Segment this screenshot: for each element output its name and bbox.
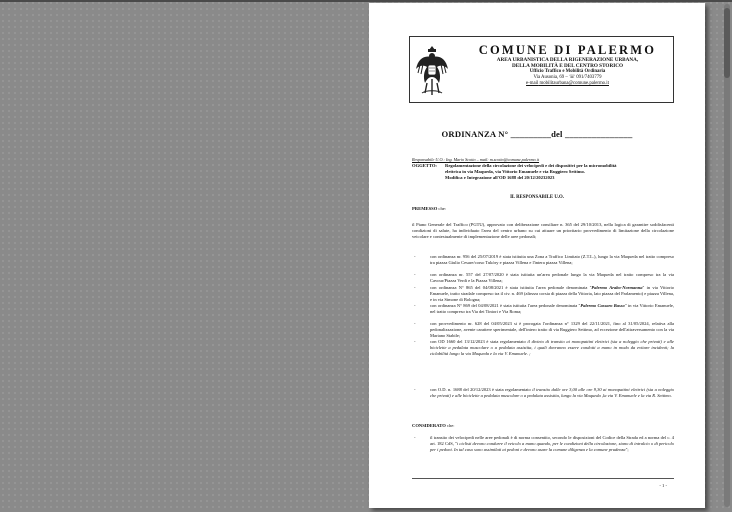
considerato-suffix: che:: [445, 423, 455, 428]
list-item-text: con OD 1660 del 13/12/2023 è stata regolamentato: [430, 339, 528, 344]
list-item-bullet: -: [414, 272, 416, 277]
email-label: e-mail: [526, 81, 539, 86]
email-link[interactable]: mobilitaurbana@comune.palermo.it: [539, 81, 609, 86]
list-item-text: " in via Vittorio Emanuele, nel tratto compreso tra Via dei Tintori e Via Roma;: [430, 303, 674, 314]
scrollbar-thumb[interactable]: [724, 8, 730, 78]
considerato-item-text: il transito dei velocipedi nelle aree pedonali è di norma consentito, secondo le disposizioni del Codice della Strada ed a norma del c. 4 art. 182 CdS, ": [430, 435, 674, 446]
footer-divider: [412, 478, 674, 479]
considerato-item-text: i ciclisti devono condurre il veicolo a mano quando, per le condizioni della circolazione, siano di intralcio o di pericolo per i pedoni. In tal caso sono assimilati ai pedoni e devono usare la comune diligenza e la comune prudenza: [430, 440, 674, 452]
list-item: [430, 339, 674, 357]
list-item-text: " in via Vittorio Emanuele, tratto stradale compreso tra il civ. n. 469 (altezza corsia di piazza della Vittoria, lato piazza del Parlamento) e piazza Villena, e in via Simone di Bologna;: [430, 285, 675, 302]
list-item-bullet: -: [414, 254, 416, 259]
list-item-bullet: -: [414, 387, 416, 392]
list-item: [430, 285, 674, 303]
email-line: [464, 81, 671, 87]
vertical-scrollbar[interactable]: [724, 4, 730, 507]
oggetto-line-3: Modifica e Integrazione all'OD 1688 del 20/12/20232023: [445, 175, 555, 180]
considerato-heading: [412, 423, 455, 429]
premesso-heading: [412, 206, 446, 212]
premesso-paragraph: il Piano Generale del Traffico (PGTU), approvato con deliberazione consiliare n. 365 del 29/10/2013, nella logica di garantire soddisfacenti condizioni di salute, ha individuato l'area del centro urbano su cui attuare un prioritario provvedimento di limitazione della circolazione veicolare e contestualmente di implementazione delle aree pedonali;: [412, 222, 674, 239]
oggetto-line-1: Regolamentazione della circolazione dei velocipedi e dei dispositivi per la micromobilità: [445, 163, 617, 168]
premesso-label: PREMESSO: [412, 206, 438, 211]
list-item-text: Palermo Arabo-Normanna: [591, 285, 643, 290]
list-item-text: il divieto di transito ai monopattini elettrici (sia a noleggio che privati) e alle biciclette a pedalata muscolare o a pedalata assistita, i quali dovranno essere condotti a mano in modo da evitare incidenti; la ciclabilità lungo la via Maqueda e la via V. Emanuele. ;: [430, 339, 674, 356]
letterhead: [409, 36, 674, 103]
list-item: [430, 272, 674, 284]
list-item-text: con provvedimento nr. 628 del 04/05/2023 si è prorogata l'ordinanza n° 1329 del 22/11/2021, fino al 31/05/2024, relativa alla pedonalizzazione, avente carattere sperimentale, dell'intero tratto di via Ruggiero Settimo, ad eccezione dell'attraversamento con la via Mariano Stabile;: [430, 321, 674, 338]
premesso-suffix: che:: [437, 206, 447, 211]
oggetto-label: OGGETTO:: [412, 163, 437, 168]
list-item: [430, 303, 674, 315]
list-item-text: il transito dalle ore 3,00 alle ore 9,30 ai monopattini elettrici (sia a noleggio che privati) e alle biciclette a pedalata muscolare o a pedalata assistita, lungo la via Maqueda ,la via V. Emanuele e la via R. Settimo.: [430, 387, 675, 398]
oggetto-line-2: elettrica in via Maqueda, via Vittorio Emanuele e via Ruggiero Settimo.: [445, 169, 586, 174]
section-title: IL RESPONSABILE U.O.: [510, 195, 564, 200]
ufficio-line: Ufficio Traffico e Mobilità Ordinaria: [529, 69, 606, 74]
list-item-bullet: -: [414, 321, 416, 326]
list-item-bullet: -: [414, 339, 416, 344]
list-item: [430, 387, 674, 399]
letterhead-text: [464, 43, 671, 87]
considerato-item: [430, 435, 674, 453]
viewer-top-bar: [0, 0, 732, 2]
palermo-eagle-crest-icon: [414, 43, 450, 97]
responsabile-line: Responsabile U.O.: Ing. Mario Scotto – mail: m.scotto@comune.palermo.it: [412, 157, 540, 162]
list-item: [430, 321, 674, 339]
considerato-label: CONSIDERATO: [412, 423, 446, 428]
list-item-text: con ordinanza nr. 557 del 27/07/2020 è stata istituita un'area pedonale lungo la via Maqueda nel tratto compreso tra la via Cavour/Piazza Verdi e la Piazza Villena;: [430, 272, 674, 283]
considerato-item-bullet: -: [414, 435, 416, 440]
list-item-text: con ordinanza nr. 956 del 25/07/2019 è stata istituita una Zona a Traffico Limitato (Z.T.L.), lungo la via Maqueda nel tratto compreso tra piazza Giulio Cesare/corso Tukòry e piazza Villena e l'intera piazza Villena;: [430, 254, 674, 265]
list-item-bullet: -: [414, 303, 416, 308]
list-item-text: con O.D. n. 1688 del 20/12/2023 è stata regolamentato: [430, 387, 533, 392]
list-item-text: con ordinanza N° 865 del 04/08/2021 è stata istituita l'area pedonale denominata ": [430, 285, 592, 290]
address-line: Via Ausonia, 69 – ☏ 091/7403779: [533, 75, 602, 80]
list-item: [430, 254, 674, 266]
document-page: [369, 3, 705, 508]
area-line-1: AREA URBANISTICA DELLA RIGENERAZIONE URBANA,: [496, 57, 639, 63]
ordinanza-title: ORDINANZA N° _________del _______________: [441, 129, 633, 139]
considerato-item-text: ";: [625, 446, 629, 452]
page-number: - 1 -: [659, 483, 667, 488]
list-item-text: Palermo Cassaro Basso: [580, 303, 625, 308]
comune-title: COMUNE DI PALERMO: [478, 43, 657, 57]
list-item-text: con ordinanza N° 869 del 04/08/2021 è stata istituita l'area pedonale denominata ": [430, 303, 581, 308]
list-item-bullet: -: [414, 285, 416, 290]
area-line-2: DELLA MOBILITÀ E DEL CENTRO STORICO: [511, 63, 624, 69]
